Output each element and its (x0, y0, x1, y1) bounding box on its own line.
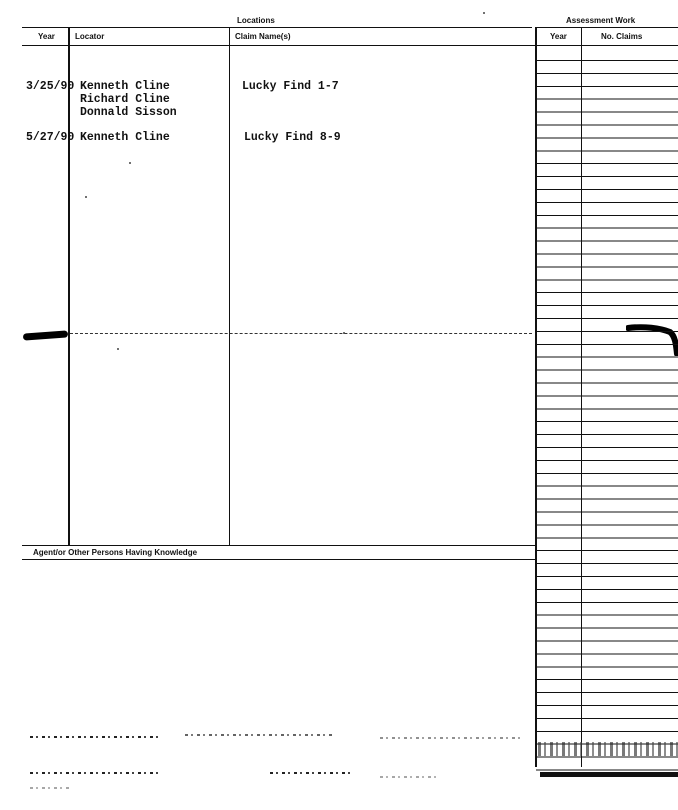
entry-locator: Richard Cline (80, 93, 170, 106)
scan-noise (380, 776, 440, 778)
column-header-no-claims: No. Claims (601, 32, 643, 41)
locator-claims-divider (229, 27, 230, 545)
scan-speck (343, 332, 345, 334)
entry-locator: Kenneth Cline (80, 80, 170, 93)
agent-section-label: Agent/or Other Persons Having Knowledge (33, 548, 198, 557)
scan-noise (380, 737, 520, 739)
scan-noise (30, 736, 160, 738)
assessment-ruled-lines (536, 60, 678, 780)
agent-section-label-rule (22, 559, 536, 560)
entry-year: 3/25/90 (26, 80, 75, 93)
column-header-year: Year (38, 32, 55, 41)
scan-speck (483, 12, 485, 14)
entry-claim-name: Lucky Find 1-7 (242, 80, 339, 93)
column-header-claim-names: Claim Name(s) (235, 32, 291, 41)
scan-speck (129, 162, 131, 164)
scan-speck (117, 348, 119, 350)
column-header-rule (22, 45, 678, 46)
column-header-locator: Locator (75, 32, 105, 41)
entry-locator: Donnald Sisson (80, 106, 177, 119)
entry-claim-name: Lucky Find 8-9 (244, 131, 341, 144)
scan-noise (30, 772, 160, 774)
assessment-top-rule (537, 27, 678, 28)
fold-mark-left (23, 330, 68, 340)
scan-noise (538, 742, 678, 756)
agent-section-top-rule (22, 545, 536, 546)
scan-noise (30, 787, 70, 789)
locations-section-title: Locations (237, 16, 275, 25)
scan-noise (270, 772, 350, 774)
entry-year: 5/27/90 (26, 131, 75, 144)
assessment-section-title: Assessment Work (566, 16, 636, 25)
scan-noise (185, 734, 335, 736)
entry-locator: Kenneth Cline (80, 131, 170, 144)
scan-speck (85, 196, 87, 198)
column-header-assessment-year: Year (550, 32, 567, 41)
scan-noise (540, 772, 678, 777)
header-top-rule (22, 27, 532, 28)
fold-line (70, 333, 532, 334)
year-locator-divider (68, 27, 70, 545)
